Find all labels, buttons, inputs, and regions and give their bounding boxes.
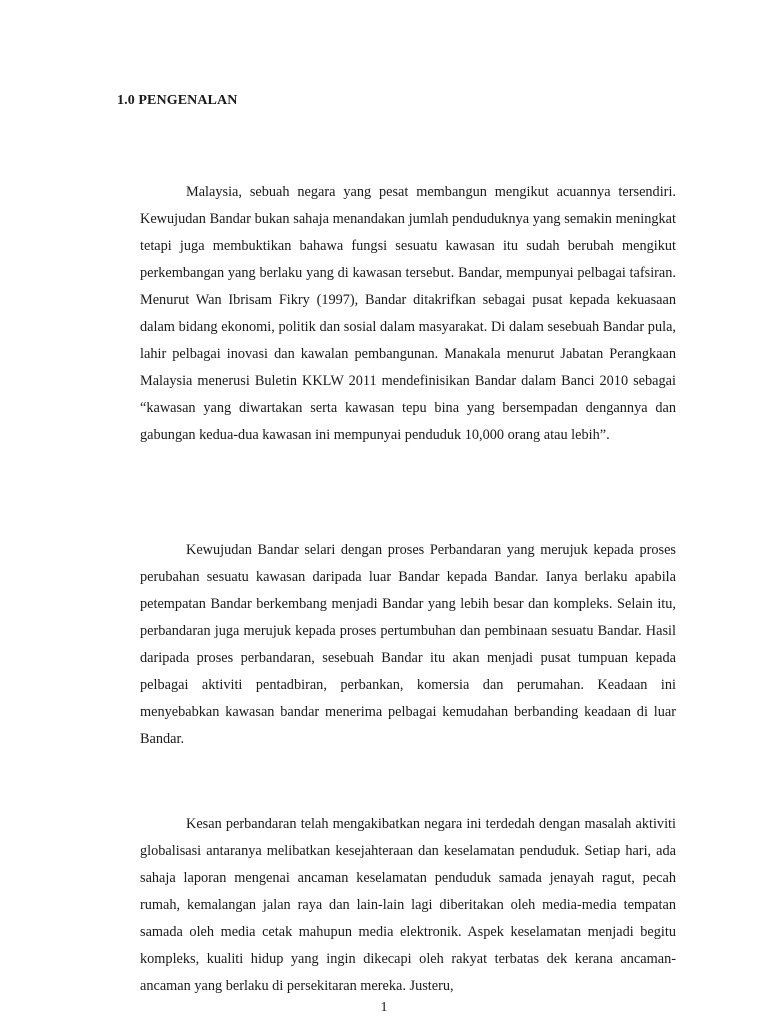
paragraph-urbanization-effects: Kesan perbandaran telah mengakibatkan negara ini terdedah dengan masalah aktiviti globalisasi antaranya melibatkan kesejahteraan dan keselamatan penduduk. Setiap hari, ada sahaja laporan mengenai ancaman keselamatan penduduk samada jenayah ragut, pecah rumah, kemalangan jalan raya dan lain-lain lagi diberitakan oleh media-media tempatan samada oleh media cetak mahupun media elektronik. Aspek keselamatan menjadi begitu kompleks, kualiti hidup yang ingin dikecapi oleh rakyat terbatas dek kerana ancaman-ancaman yang berlaku di persekitaran mereka. Justeru, — [140, 816, 676, 994]
section-heading: 1.0 PENGENALAN — [117, 93, 238, 108]
paragraph-urbanization: Kewujudan Bandar selari dengan proses Perbandaran yang merujuk kepada proses perubahan sesuatu kawasan daripada luar Bandar kepada Bandar. Ianya berlaku apabila petempatan Bandar berkembang menjadi Bandar yang lebih besar dan kompleks. Selain itu, perbandaran juga merujuk kepada proses pertumbuhan dan pembinaan sesuatu Bandar. Hasil daripada proses perbandaran, sesebuah Bandar itu akan menjadi pusat tumpuan kepada pelbagai aktiviti pentadbiran, perbankan, komersia dan perumahan. Keadaan ini menyebabkan kawasan bandar menerima pelbagai kemudahan berbanding keadaan di luar Bandar. — [140, 542, 676, 747]
paragraph-introduction: Malaysia, sebuah negara yang pesat membangun mengikut acuannya tersendiri. Kewujudan Bandar bukan sahaja menandakan jumlah penduduknya yang semakin meningkat tetapi juga membuktikan bahawa fungsi sesuatu kawasan itu sudah berubah mengikut perkembangan yang berlaku yang di kawasan tersebut. Bandar, mempunyai pelbagai tafsiran. Menurut Wan Ibrisam Fikry (1997), Bandar ditakrifkan sebagai pusat kepada kekuasaan dalam bidang ekonomi, politik dan sosial dalam masyarakat. Di dalam sesebuah Bandar pula, lahir pelbagai inovasi dan kawalan pembangunan. Manakala menurut Jabatan Perangkaan Malaysia menerusi Buletin KKLW 2011 mendefinisikan Bandar dalam Banci 2010 sebagai “kawasan yang diwartakan serta kawasan tepu bina yang bersempadan dengannya dan gabungan kedua-dua kawasan ini mempunyai penduduk 10,000 orang atau lebih”. — [140, 184, 676, 443]
page-number: 1 — [380, 1000, 388, 1015]
